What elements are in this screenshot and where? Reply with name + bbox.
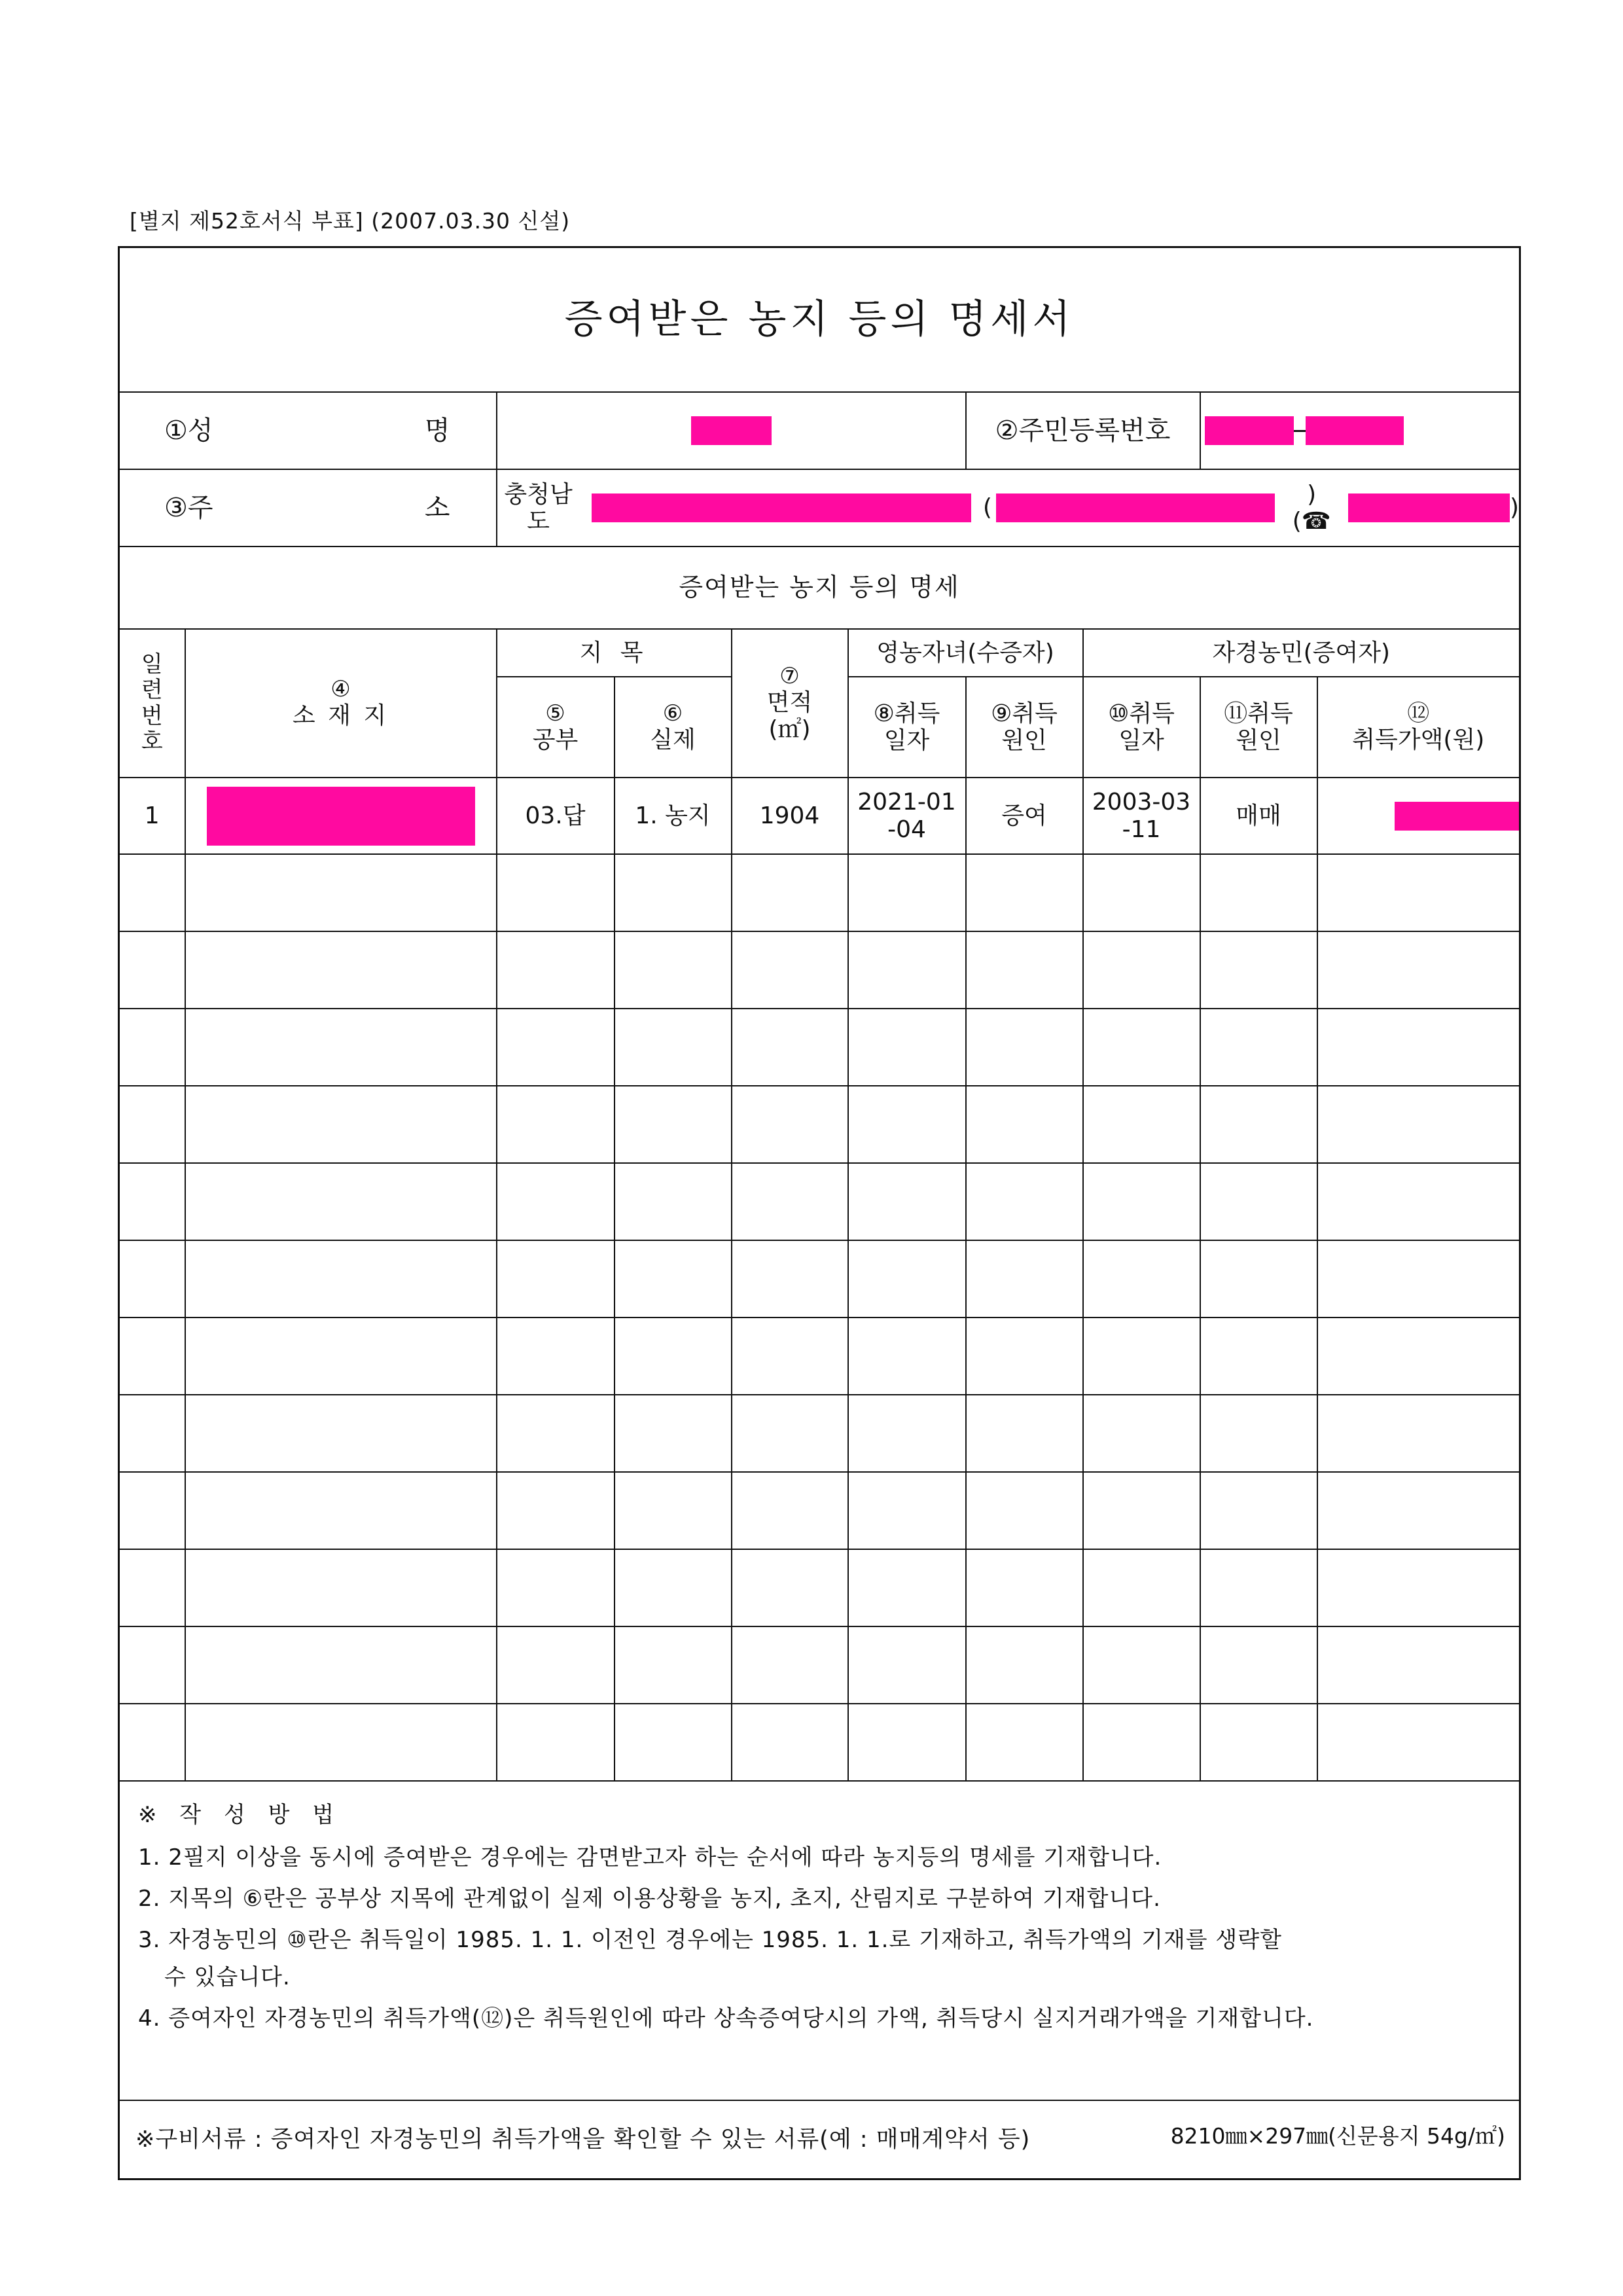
table-row [119,1704,1520,1781]
location-header [185,629,497,778]
resident-id-field[interactable] [1200,392,1520,469]
recipient-cause-cell[interactable] [966,1163,1083,1240]
recipient-cause-cell[interactable] [966,1318,1083,1395]
instructions-title: ※ 작 성 방 법 [138,1802,342,1828]
name-field[interactable] [497,392,966,469]
table-row [119,1395,1520,1472]
ledger-cell[interactable] [497,1549,615,1626]
serial-cell[interactable] [119,1240,185,1318]
instruction-line: 4. 증여자인 자경농민의 취득가액(⑫)은 취득원인에 따라 상속증여당시의 가액, 취득당시 실지거래가액을 기재합니다. [138,2005,1314,2032]
donor-price-cell[interactable] [1317,854,1520,931]
area-unit: (㎡) [768,716,811,744]
area-cell[interactable] [732,854,848,931]
serial-char-1: 일 [141,651,163,678]
instructions-box [119,1781,1520,2100]
serial-cell[interactable] [119,854,185,931]
ledger-cell[interactable] [497,1704,615,1781]
name-label-num: ①성 [164,416,213,446]
recipient-date-cell[interactable] [848,1395,966,1472]
resident-id-label: ②주민등록번호 [966,392,1200,469]
table-row [119,1009,1520,1086]
location-cell[interactable] [185,1163,497,1240]
id-dash [1294,430,1306,432]
recipient-date-line1: 2021-01 [857,789,956,816]
form-reference-header: [별지 제52호서식 부표] (2007.03.30 신설) [130,208,571,234]
address-label-end: 소 [424,493,450,523]
recipient-cause-label: 원인 [1001,727,1047,754]
recipient-cause-cell[interactable] [966,1472,1083,1549]
section-title: 증여받는 농지 등의 명세 [119,547,1520,629]
donor-price-label: 취득가액(원) [1352,726,1485,753]
area-cell[interactable] [732,1009,848,1086]
recipient-cause-cell[interactable] [966,1086,1083,1163]
donor-cause-header [1200,677,1317,778]
donor-price-header [1317,677,1520,778]
ledger-cell[interactable] [497,1240,615,1318]
actual-cell[interactable] [615,1395,732,1472]
donor-date-cell[interactable] [1083,1163,1200,1240]
gift-farmland-statement-form [118,246,1521,2180]
donor-price-cell[interactable] [1317,1318,1520,1395]
redacted-address [592,493,971,522]
recipient-date-cell[interactable] [848,1626,966,1704]
donor-cause-cell[interactable] [1200,1704,1317,1781]
instruction-line: 2. 지목의 ⑥란은 공부상 지목에 관계없이 실제 이용상황을 농지, 초지, 산림지로 구분하여 기재합니다. [138,1886,1161,1912]
area-cell[interactable] [732,1472,848,1549]
ledger-category-header [497,677,615,778]
location-label: 소 재 지 [292,702,389,730]
instruction-line: 3. 자경농민의 ⑩란은 취득일이 1985. 1. 1. 이전인 경우에는 1985. 1. 1.로 기재하고, 취득가액의 기재를 생략할 [138,1927,1282,1954]
redacted-price [1395,802,1519,831]
name-label-end: 명 [424,416,450,446]
area-cell[interactable] [732,931,848,1009]
redacted-id-back [1306,416,1404,445]
ledger-cell[interactable] [497,1626,615,1704]
location-cell[interactable] [185,931,497,1009]
recipient-cause-num: ⑨취득 [991,700,1058,727]
actual-cell[interactable] [615,1009,732,1086]
serial-cell[interactable] [119,1086,185,1163]
serial-cell[interactable] [119,1704,185,1781]
ledger-cell[interactable] [497,931,615,1009]
serial-cell[interactable] [119,931,185,1009]
donor-cause-cell[interactable] [1200,854,1317,931]
table-row [119,854,1520,931]
redacted-phone [1348,493,1510,522]
donor-price-cell[interactable] [1317,1626,1520,1704]
area-cell[interactable] [732,1395,848,1472]
donor-price-cell[interactable] [1317,1472,1520,1549]
ledger-cell[interactable] [497,1318,615,1395]
actual-label: 실제 [650,726,696,753]
area-cell[interactable] [732,1240,848,1318]
recipient-date-cell[interactable] [848,931,966,1009]
donor-cause-cell[interactable] [1200,1395,1317,1472]
actual-cell[interactable] [615,854,732,931]
donor-date-line1: 2003-03 [1092,789,1191,816]
actual-cell[interactable]: 1. 농지 [615,778,732,854]
recipient-cause-cell[interactable] [966,1395,1083,1472]
donor-date-cell[interactable] [1083,1086,1200,1163]
actual-cell[interactable] [615,1086,732,1163]
recipient-cause-cell[interactable] [966,1549,1083,1626]
donor-cause-cell[interactable] [1200,931,1317,1009]
donor-date-cell[interactable] [1083,1472,1200,1549]
donor-cause-label: 원인 [1236,727,1281,754]
area-label: 면적 [766,689,813,716]
serial-char-3: 번 [141,702,163,729]
phone-close: ) [1510,494,1520,522]
actual-cell[interactable] [615,1704,732,1781]
recipient-date-label: 일자 [883,727,930,754]
donor-date-cell[interactable] [1083,1704,1200,1781]
ledger-cell[interactable] [497,1395,615,1472]
donor-price-cell[interactable] [1317,1009,1520,1086]
serial-cell[interactable] [119,1626,185,1704]
serial-cell[interactable] [119,1009,185,1086]
name-label [119,392,497,469]
actual-cell[interactable] [615,1549,732,1626]
donor-date-cell[interactable] [1083,1009,1200,1086]
address-label-num: ③주 [164,493,213,523]
recipient-date-num: ⑧취득 [873,700,940,727]
donor-price-cell[interactable] [1317,931,1520,1009]
area-cell[interactable] [732,1549,848,1626]
recipient-date-line2: -04 [887,816,926,843]
area-cell[interactable] [732,1704,848,1781]
table-row [119,1163,1520,1240]
table-row [119,778,1520,854]
serial-cell[interactable]: 1 [119,778,185,854]
donor-price-cell[interactable] [1317,1163,1520,1240]
ledger-cell[interactable] [497,854,615,931]
ledger-cell[interactable] [497,1009,615,1086]
location-cell[interactable] [185,1626,497,1704]
address-paren-open: ( [982,494,992,522]
ledger-cell[interactable] [497,1163,615,1240]
location-cell[interactable] [185,1549,497,1626]
address-field[interactable] [497,469,1520,547]
donor-date-line2: -11 [1122,816,1161,843]
recipient-cause-cell[interactable]: 증여 [966,778,1083,854]
paper-spec-footer: 8210㎜×297㎜(신문용지 54g/㎡) [1170,2123,1505,2149]
recipient-cause-cell[interactable] [966,1704,1083,1781]
table-row [119,1240,1520,1318]
actual-cell[interactable] [615,1318,732,1395]
serial-cell[interactable] [119,1549,185,1626]
donor-date-label: 일자 [1118,727,1164,754]
serial-cell[interactable] [119,1472,185,1549]
actual-category-header [615,677,732,778]
donor-date-cell[interactable] [1083,1626,1200,1704]
area-num: ⑦ [779,662,800,689]
serial-number-header [119,629,185,778]
actual-cell[interactable] [615,1163,732,1240]
recipient-date-cell[interactable] [848,1240,966,1318]
donor-price-cell[interactable] [1317,1240,1520,1318]
location-cell[interactable] [185,1086,497,1163]
recipient-group-header: 영농자녀(수증자) [848,629,1083,677]
recipient-cause-cell[interactable] [966,1240,1083,1318]
address-prefix: 충청남도 [504,480,573,535]
serial-char-2: 련 [141,677,163,704]
redacted-name [691,416,772,445]
donor-price-cell[interactable] [1317,778,1520,854]
donor-date-cell[interactable] [1083,1549,1200,1626]
recipient-date-cell[interactable] [848,778,966,854]
recipient-date-cell[interactable] [848,1086,966,1163]
location-cell[interactable] [185,778,497,854]
area-header [732,629,848,778]
ledger-cell[interactable] [497,1086,615,1163]
location-cell[interactable] [185,1704,497,1781]
donor-cause-cell[interactable] [1200,1549,1317,1626]
serial-cell[interactable] [119,1163,185,1240]
donor-price-num: ⑫ [1407,700,1430,726]
recipient-date-cell[interactable] [848,1472,966,1549]
location-cell[interactable] [185,1009,497,1086]
instruction-line-continued: 수 있습니다. [164,1964,291,1991]
recipient-cause-cell[interactable] [966,854,1083,931]
required-documents: ※구비서류 : 증여자인 자경농민의 취득가액을 확인할 수 있는 서류(예 : 매매계약서 등) [119,2100,1520,2179]
location-cell[interactable] [185,1240,497,1318]
ledger-cell[interactable]: 03.답 [497,778,615,854]
recipient-date-cell[interactable] [848,1549,966,1626]
donor-price-cell[interactable] [1317,1549,1520,1626]
land-category-header: 지 목 [497,629,732,677]
area-cell[interactable] [732,1626,848,1704]
donor-date-cell[interactable] [1083,1240,1200,1318]
recipient-date-cell[interactable] [848,854,966,931]
address-label [119,469,497,547]
donor-price-cell[interactable] [1317,1086,1520,1163]
location-cell[interactable] [185,854,497,931]
table-row [119,931,1520,1009]
donor-date-cell[interactable] [1083,778,1200,854]
actual-cell[interactable] [615,1626,732,1704]
area-cell[interactable] [732,1163,848,1240]
recipient-cause-header [966,677,1083,778]
form-title: 증여받은 농지 등의 명세서 [119,247,1520,393]
donor-date-cell[interactable] [1083,854,1200,931]
redacted-id-front [1205,416,1294,445]
recipient-date-cell[interactable] [848,1009,966,1086]
area-cell[interactable] [732,1086,848,1163]
location-cell[interactable] [185,1472,497,1549]
ledger-label: 공부 [532,726,579,753]
actual-cell[interactable] [615,931,732,1009]
instruction-line: 1. 2필지 이상을 동시에 증여받은 경우에는 감면받고자 하는 순서에 따라 농지등의 명세를 기재합니다. [138,1844,1162,1871]
location-cell[interactable] [185,1395,497,1472]
donor-cause-cell[interactable] [1200,1086,1317,1163]
donor-date-num: ⑩취득 [1108,700,1175,727]
donor-cause-cell[interactable] [1200,1472,1317,1549]
serial-char-4: 호 [141,728,163,755]
actual-cell[interactable] [615,1472,732,1549]
serial-cell[interactable] [119,1318,185,1395]
recipient-cause-cell[interactable] [966,931,1083,1009]
table-row [119,1472,1520,1549]
donor-cause-cell[interactable] [1200,1163,1317,1240]
donor-cause-num: ⑪취득 [1224,700,1293,727]
table-row [119,1626,1520,1704]
table-row [119,1086,1520,1163]
location-num: ④ [330,676,351,703]
donor-cause-cell[interactable] [1200,1240,1317,1318]
redacted-address-detail [996,493,1275,522]
donor-date-header [1083,677,1200,778]
donor-price-cell[interactable] [1317,1395,1520,1472]
actual-cell[interactable] [615,1240,732,1318]
ledger-num: ⑤ [545,700,565,726]
donor-group-header: 자경농민(증여자) [1083,629,1520,677]
table-row [119,1318,1520,1395]
table-row [119,1549,1520,1626]
donor-cause-cell[interactable] [1200,1009,1317,1086]
recipient-cause-cell[interactable] [966,1626,1083,1704]
area-cell[interactable] [732,1318,848,1395]
actual-num: ⑥ [662,700,683,726]
location-cell[interactable] [185,1318,497,1395]
recipient-date-cell[interactable] [848,1318,966,1395]
redacted-location [207,787,475,846]
recipient-cause-cell[interactable] [966,1009,1083,1086]
recipient-date-cell[interactable] [848,1704,966,1781]
ledger-cell[interactable] [497,1472,615,1549]
recipient-date-header [848,677,966,778]
donor-cause-cell[interactable]: 매매 [1200,778,1317,854]
donor-date-cell[interactable] [1083,1395,1200,1472]
area-cell[interactable]: 1904 [732,778,848,854]
serial-cell[interactable] [119,1395,185,1472]
donor-date-cell[interactable] [1083,931,1200,1009]
donor-date-cell[interactable] [1083,1318,1200,1395]
phone-open: ) (☎ [1292,480,1331,535]
donor-price-cell[interactable] [1317,1704,1520,1781]
donor-cause-cell[interactable] [1200,1318,1317,1395]
donor-cause-cell[interactable] [1200,1626,1317,1704]
recipient-date-cell[interactable] [848,1163,966,1240]
